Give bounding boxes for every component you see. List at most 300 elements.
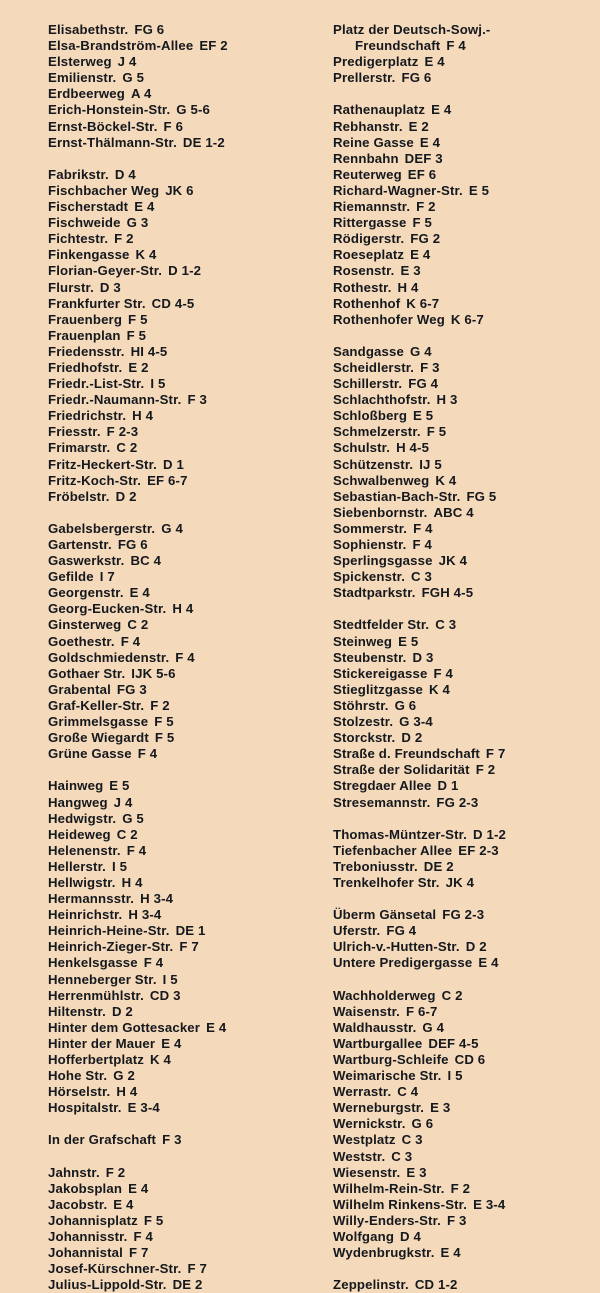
street-name: Wilhelm-Rein-Str. bbox=[333, 1180, 445, 1196]
street-entry bbox=[333, 1165, 506, 1181]
grid-reference: D 3 bbox=[99, 279, 121, 295]
grid-reference: C 3 bbox=[401, 1132, 423, 1148]
street-entry bbox=[48, 183, 228, 199]
street-name: Fischerstadt bbox=[48, 199, 129, 215]
grid-reference: F 6-7 bbox=[405, 1003, 438, 1019]
street-entry bbox=[48, 521, 228, 537]
street-name: Henneberger Str. bbox=[48, 971, 157, 987]
street-entry bbox=[333, 553, 506, 569]
street-entry bbox=[333, 650, 506, 666]
street-name: Gothaer Str. bbox=[48, 665, 126, 681]
street-entry bbox=[48, 875, 228, 891]
grid-reference: F 5 bbox=[143, 1212, 164, 1228]
grid-reference: F 2 bbox=[416, 199, 436, 215]
street-entry bbox=[333, 119, 506, 135]
street-name: Trenkelhofer Str. bbox=[333, 874, 440, 890]
street-name: Freundschaft bbox=[355, 38, 441, 54]
street-name: Ernst-Thälmann-Str. bbox=[48, 134, 177, 150]
street-entry bbox=[48, 923, 228, 939]
grid-reference: CD 3 bbox=[149, 987, 181, 1003]
grid-reference: C 2 bbox=[116, 826, 138, 842]
grid-reference: F 5 bbox=[154, 714, 174, 730]
grid-reference: F 4 bbox=[126, 842, 147, 858]
street-entry bbox=[333, 505, 506, 521]
grid-reference: E 4 bbox=[419, 134, 441, 150]
street-entry bbox=[48, 247, 228, 263]
grid-reference: D 2 bbox=[401, 730, 423, 746]
grid-reference: JK 4 bbox=[438, 553, 468, 569]
street-name: Sebastian-Bach-Str. bbox=[333, 488, 461, 504]
street-entry bbox=[333, 795, 506, 811]
street-entry bbox=[333, 280, 506, 296]
street-entry bbox=[333, 1052, 506, 1068]
grid-reference: K 6-7 bbox=[406, 295, 440, 311]
grid-reference: F 4 bbox=[175, 649, 195, 665]
street-name: Stadtparkstr. bbox=[333, 585, 416, 601]
street-name: Predigerplatz bbox=[333, 54, 419, 70]
street-entry bbox=[48, 457, 228, 473]
grid-reference: D 2 bbox=[465, 939, 487, 955]
street-entry bbox=[333, 714, 506, 730]
street-name: Friedhofstr. bbox=[48, 359, 123, 375]
street-name: Willy-Enders-Str. bbox=[333, 1212, 441, 1228]
grid-reference: G 4 bbox=[422, 1019, 445, 1035]
street-name: Friedr.-List-Str. bbox=[48, 376, 145, 392]
grid-reference: EF 2 bbox=[199, 38, 228, 54]
street-entry bbox=[333, 955, 506, 971]
street-name: Ginsterweg bbox=[48, 617, 122, 633]
grid-reference: EF 6 bbox=[407, 166, 437, 182]
grid-reference: G 5 bbox=[122, 810, 144, 826]
street-name: Hohe Str. bbox=[48, 1068, 108, 1084]
grid-reference: F 4 bbox=[133, 1229, 153, 1245]
street-entry bbox=[333, 183, 506, 199]
street-name: Hörselstr. bbox=[48, 1084, 111, 1100]
grid-reference: F 2 bbox=[105, 1164, 126, 1180]
grid-reference: H 3 bbox=[436, 392, 458, 408]
street-entry bbox=[48, 537, 228, 553]
street-name: Prellerstr. bbox=[333, 70, 396, 86]
street-entry bbox=[333, 1181, 506, 1197]
street-entry bbox=[333, 22, 506, 38]
grid-reference: D 1-2 bbox=[168, 263, 202, 279]
street-name: Frauenplan bbox=[48, 327, 121, 343]
grid-reference: I 5 bbox=[111, 858, 128, 874]
street-name: Fischweide bbox=[48, 215, 121, 231]
street-entry bbox=[48, 119, 228, 135]
grid-reference: FG 4 bbox=[386, 923, 417, 939]
grid-reference: DE 2 bbox=[172, 1277, 203, 1293]
street-entry bbox=[48, 843, 228, 859]
street-entry bbox=[333, 1132, 506, 1148]
street-entry bbox=[333, 537, 506, 553]
street-entry bbox=[333, 1213, 506, 1229]
street-name: Jacobstr. bbox=[48, 1196, 108, 1212]
street-entry bbox=[48, 328, 228, 344]
street-name: Friedrichstr. bbox=[48, 408, 127, 424]
grid-reference: H 4 bbox=[397, 279, 419, 295]
grid-reference: F 3 bbox=[420, 359, 440, 375]
street-name: Rebhanstr. bbox=[333, 118, 403, 134]
street-entry bbox=[48, 473, 228, 489]
street-entry bbox=[48, 682, 228, 698]
street-entry bbox=[333, 521, 506, 537]
street-name: Elisabethstr. bbox=[48, 22, 129, 37]
street-entry bbox=[48, 746, 228, 762]
street-entry bbox=[48, 1020, 228, 1036]
street-name: Rödigerstr. bbox=[333, 231, 405, 247]
grid-reference: E 4 bbox=[113, 1196, 134, 1212]
street-name: Frauenberg bbox=[48, 311, 123, 327]
street-entry bbox=[48, 1197, 228, 1213]
street-name: Schloßberg bbox=[333, 408, 408, 424]
grid-reference: E 3 bbox=[406, 1164, 427, 1180]
street-name: Hinter dem Gottesacker bbox=[48, 1019, 201, 1035]
grid-reference: E 3-4 bbox=[127, 1100, 160, 1116]
street-name: Hospitalstr. bbox=[48, 1100, 122, 1116]
grid-reference: EF 6-7 bbox=[147, 472, 188, 488]
street-entry bbox=[333, 135, 506, 151]
grid-reference: IJ 5 bbox=[419, 456, 442, 472]
street-entry bbox=[48, 70, 228, 86]
street-entry bbox=[48, 617, 228, 633]
grid-reference: FG 6 bbox=[401, 70, 432, 86]
street-entry bbox=[333, 1036, 506, 1052]
grid-reference: H 3-4 bbox=[128, 907, 162, 923]
street-entry bbox=[333, 167, 506, 183]
street-name: Weimarische Str. bbox=[333, 1068, 442, 1084]
grid-reference: F 4 bbox=[433, 665, 453, 681]
grid-reference: F 5 bbox=[154, 730, 175, 746]
street-name: Scheidlerstr. bbox=[333, 359, 415, 375]
street-entry bbox=[48, 1213, 228, 1229]
grid-reference: CD 4-5 bbox=[151, 295, 195, 311]
street-entry bbox=[333, 54, 506, 70]
street-name: Stieglitzgasse bbox=[333, 681, 424, 697]
street-entry bbox=[48, 1052, 228, 1068]
street-name: Graf-Keller-Str. bbox=[48, 697, 145, 713]
street-name: Straße der Solidarität bbox=[333, 762, 470, 778]
grid-reference: H 4 bbox=[121, 874, 143, 890]
grid-reference: K 6-7 bbox=[450, 311, 484, 327]
street-entry bbox=[333, 682, 506, 698]
grid-reference: K 4 bbox=[150, 1052, 172, 1067]
street-name: Elsterweg bbox=[48, 54, 112, 70]
grid-reference: E 4 bbox=[478, 955, 499, 971]
street-entry bbox=[48, 408, 228, 424]
grid-reference: E 3 bbox=[400, 263, 421, 279]
street-name: Julius-Lippold-Str. bbox=[48, 1277, 167, 1293]
street-entry bbox=[48, 859, 228, 875]
street-name: Rothenhof bbox=[333, 295, 401, 311]
street-entry bbox=[333, 344, 506, 360]
street-entry bbox=[333, 1245, 506, 1261]
street-name: Thomas-Müntzer-Str. bbox=[333, 826, 467, 842]
grid-reference: D 1 bbox=[437, 778, 459, 794]
street-entry bbox=[333, 376, 506, 392]
street-name: Elsa-Brandström-Allee bbox=[48, 38, 194, 54]
street-entry bbox=[48, 988, 228, 1004]
street-name: Waldhausstr. bbox=[333, 1019, 417, 1035]
group-separator bbox=[333, 972, 506, 988]
grid-reference: F 2-3 bbox=[106, 424, 139, 440]
street-name: Frimarstr. bbox=[48, 440, 111, 456]
street-entry bbox=[333, 296, 506, 312]
street-name: Steinweg bbox=[333, 633, 393, 649]
street-entry bbox=[48, 86, 228, 102]
street-name: Hermannsstr. bbox=[48, 891, 135, 907]
street-entry bbox=[48, 22, 228, 38]
street-name: Rothestr. bbox=[333, 279, 392, 295]
grid-reference: E 4 bbox=[134, 199, 155, 215]
grid-reference: D 4 bbox=[114, 166, 136, 182]
street-entry bbox=[333, 38, 506, 54]
street-index-column-right bbox=[333, 22, 506, 1293]
street-entry bbox=[48, 634, 228, 650]
street-entry bbox=[48, 666, 228, 682]
street-index-column-left bbox=[48, 22, 228, 1293]
street-name: Heinrich-Zieger-Str. bbox=[48, 939, 174, 955]
grid-reference: F 3 bbox=[162, 1132, 182, 1148]
street-name: Friedr.-Naumann-Str. bbox=[48, 392, 182, 408]
grid-reference: E 4 bbox=[206, 1019, 227, 1035]
grid-reference: FG 4 bbox=[408, 376, 439, 392]
grid-reference: C 4 bbox=[397, 1084, 419, 1100]
grid-reference: JK 6 bbox=[165, 182, 194, 198]
street-name: Treboniusstr. bbox=[333, 858, 418, 874]
group-separator bbox=[48, 151, 228, 167]
grid-reference: D 3 bbox=[412, 649, 434, 665]
grid-reference: DEF 3 bbox=[404, 150, 443, 166]
grid-reference: FG 6 bbox=[117, 537, 148, 552]
street-name: Riemannstr. bbox=[333, 199, 411, 215]
grid-reference: C 2 bbox=[116, 440, 138, 456]
grid-reference: D 1 bbox=[162, 456, 184, 472]
street-name: Ernst-Böckel-Str. bbox=[48, 118, 158, 134]
street-entry bbox=[48, 1084, 228, 1100]
street-name: Wydenbrugkstr. bbox=[333, 1245, 435, 1261]
street-name: Untere Predigergasse bbox=[333, 955, 473, 971]
street-entry bbox=[48, 585, 228, 601]
group-separator bbox=[48, 1149, 228, 1165]
street-entry bbox=[48, 650, 228, 666]
street-name: Hainweg bbox=[48, 778, 104, 794]
group-separator bbox=[333, 891, 506, 907]
grid-reference: FGH 4-5 bbox=[421, 585, 474, 601]
street-entry bbox=[333, 762, 506, 778]
street-entry bbox=[48, 972, 228, 988]
grid-reference: C 3 bbox=[435, 617, 457, 633]
street-name: Wilhelm Rinkens-Str. bbox=[333, 1196, 468, 1212]
street-entry bbox=[333, 634, 506, 650]
grid-reference: E 3 bbox=[430, 1100, 451, 1116]
grid-reference: F 4 bbox=[412, 537, 432, 552]
grid-reference: DE 1 bbox=[175, 923, 206, 939]
street-name: Jahnstr. bbox=[48, 1164, 100, 1180]
grid-reference: CD 6 bbox=[454, 1052, 486, 1067]
street-name: Rittergasse bbox=[333, 215, 407, 231]
street-entry bbox=[48, 730, 228, 746]
street-name: Grüne Gasse bbox=[48, 746, 132, 762]
grid-reference: FG 2 bbox=[410, 231, 441, 247]
grid-reference: F 2 bbox=[114, 231, 134, 247]
street-name: Henkelsgasse bbox=[48, 955, 138, 971]
street-entry bbox=[48, 1229, 228, 1245]
street-entry bbox=[48, 569, 228, 585]
grid-reference: F 2 bbox=[450, 1180, 471, 1196]
street-entry bbox=[333, 666, 506, 682]
grid-reference: F 2 bbox=[475, 762, 496, 778]
street-entry bbox=[333, 1116, 506, 1132]
street-name: Sommerstr. bbox=[333, 520, 408, 536]
grid-reference: F 3 bbox=[446, 1212, 467, 1228]
street-entry bbox=[333, 102, 506, 118]
grid-reference: F 7 bbox=[128, 1245, 149, 1261]
grid-reference: H 3-4 bbox=[140, 891, 174, 907]
street-name: Platz der Deutsch-Sowj.- bbox=[333, 22, 491, 37]
grid-reference: G 5-6 bbox=[176, 102, 211, 118]
grid-reference: G 5 bbox=[122, 70, 145, 86]
grid-reference: J 4 bbox=[113, 794, 133, 810]
grid-reference: E 5 bbox=[398, 633, 419, 649]
street-entry bbox=[48, 1165, 228, 1181]
group-separator bbox=[333, 328, 506, 344]
street-entry bbox=[333, 151, 506, 167]
grid-reference: F 7 bbox=[187, 1261, 207, 1277]
street-name: Jakobsplan bbox=[48, 1180, 123, 1196]
grid-reference: E 2 bbox=[128, 359, 149, 375]
grid-reference: F 5 bbox=[412, 215, 432, 231]
street-entry bbox=[48, 231, 228, 247]
street-name: Wernickstr. bbox=[333, 1116, 406, 1132]
street-name: In der Grafschaft bbox=[48, 1132, 157, 1148]
street-name: Hellerstr. bbox=[48, 858, 106, 874]
street-entry bbox=[333, 231, 506, 247]
grid-reference: JK 4 bbox=[445, 874, 475, 890]
street-entry bbox=[333, 473, 506, 489]
street-entry bbox=[333, 1277, 506, 1293]
street-name: Überm Gänsetal bbox=[333, 907, 437, 923]
grid-reference: DE 2 bbox=[423, 858, 454, 874]
street-name: Friesstr. bbox=[48, 424, 101, 440]
grid-reference: D 4 bbox=[400, 1229, 422, 1245]
street-entry bbox=[333, 457, 506, 473]
street-name: Hangweg bbox=[48, 794, 108, 810]
street-entry bbox=[333, 1020, 506, 1036]
street-name: Herrenmühlstr. bbox=[48, 987, 144, 1003]
street-entry bbox=[48, 296, 228, 312]
grid-reference: F 5 bbox=[128, 311, 148, 327]
street-name: Hedwigstr. bbox=[48, 810, 117, 826]
street-entry bbox=[48, 714, 228, 730]
street-entry bbox=[333, 746, 506, 762]
street-entry bbox=[333, 988, 506, 1004]
grid-reference: A 4 bbox=[131, 86, 152, 102]
street-name: Erdbeerweg bbox=[48, 86, 125, 102]
grid-reference: K 4 bbox=[135, 247, 157, 263]
street-name: Goldschmiedenstr. bbox=[48, 649, 170, 665]
street-entry bbox=[48, 167, 228, 183]
street-entry bbox=[333, 408, 506, 424]
street-name: Flurstr. bbox=[48, 279, 94, 295]
street-name: Goethestr. bbox=[48, 633, 115, 649]
grid-reference: F 5 bbox=[426, 424, 447, 440]
street-name: Friedensstr. bbox=[48, 343, 125, 359]
street-entry bbox=[48, 376, 228, 392]
street-name: Fichtestr. bbox=[48, 231, 109, 247]
grid-reference: G 4 bbox=[161, 520, 183, 536]
street-name: Emilienstr. bbox=[48, 70, 117, 86]
street-name: Fabrikstr. bbox=[48, 166, 109, 182]
street-entry bbox=[48, 1100, 228, 1116]
street-name: Werrastr. bbox=[333, 1084, 392, 1100]
grid-reference: I 7 bbox=[99, 569, 115, 585]
street-name: Johannistal bbox=[48, 1245, 123, 1261]
street-name: Schwalbenweg bbox=[333, 472, 430, 488]
grid-reference: ABC 4 bbox=[433, 504, 474, 520]
street-entry bbox=[48, 440, 228, 456]
street-entry bbox=[333, 489, 506, 505]
street-entry bbox=[48, 312, 228, 328]
street-entry bbox=[333, 312, 506, 328]
street-name: Schlachthofstr. bbox=[333, 392, 431, 408]
street-entry bbox=[48, 939, 228, 955]
street-entry bbox=[333, 70, 506, 86]
grid-reference: C 3 bbox=[411, 569, 433, 585]
grid-reference: D 2 bbox=[115, 488, 137, 504]
street-entry bbox=[48, 698, 228, 714]
street-entry bbox=[333, 1084, 506, 1100]
street-entry bbox=[333, 569, 506, 585]
grid-reference: G 6 bbox=[394, 697, 417, 713]
grid-reference: C 3 bbox=[391, 1148, 413, 1164]
grid-reference: EF 2-3 bbox=[458, 842, 499, 858]
street-name: Stregdaer Allee bbox=[333, 778, 432, 794]
street-name: Roeseplatz bbox=[333, 247, 405, 263]
grid-reference: D 1-2 bbox=[473, 826, 506, 842]
grid-reference: I 5 bbox=[447, 1068, 463, 1084]
street-name: Georg-Eucken-Str. bbox=[48, 601, 167, 617]
street-name: Fröbelstr. bbox=[48, 488, 110, 504]
grid-reference: E 4 bbox=[440, 1245, 461, 1261]
grid-reference: G 6 bbox=[411, 1116, 434, 1132]
street-name: Stolzestr. bbox=[333, 714, 394, 730]
grid-reference: F 6 bbox=[163, 118, 184, 134]
street-name: Steubenstr. bbox=[333, 649, 407, 665]
street-entry bbox=[333, 1068, 506, 1084]
street-entry bbox=[48, 360, 228, 376]
street-entry bbox=[48, 102, 228, 118]
street-name: Helenenstr. bbox=[48, 842, 121, 858]
street-name: Gaswerkstr. bbox=[48, 553, 125, 569]
street-entry bbox=[48, 1277, 228, 1293]
street-entry bbox=[48, 553, 228, 569]
grid-reference: K 4 bbox=[429, 681, 451, 697]
street-entry bbox=[48, 1245, 228, 1261]
street-name: Rosenstr. bbox=[333, 263, 395, 279]
grid-reference: G 3-4 bbox=[399, 714, 433, 730]
grid-reference: FG 3 bbox=[116, 681, 147, 697]
street-name: Rennbahn bbox=[333, 150, 399, 166]
grid-reference: FG 2-3 bbox=[436, 794, 479, 810]
street-name: Straße d. Freundschaft bbox=[333, 746, 480, 762]
street-entry bbox=[48, 489, 228, 505]
street-name: Fritz-Koch-Str. bbox=[48, 472, 142, 488]
grid-reference: HI 4-5 bbox=[130, 343, 168, 359]
street-entry bbox=[333, 859, 506, 875]
grid-reference: E 3-4 bbox=[473, 1196, 506, 1212]
street-name: Storckstr. bbox=[333, 730, 396, 746]
